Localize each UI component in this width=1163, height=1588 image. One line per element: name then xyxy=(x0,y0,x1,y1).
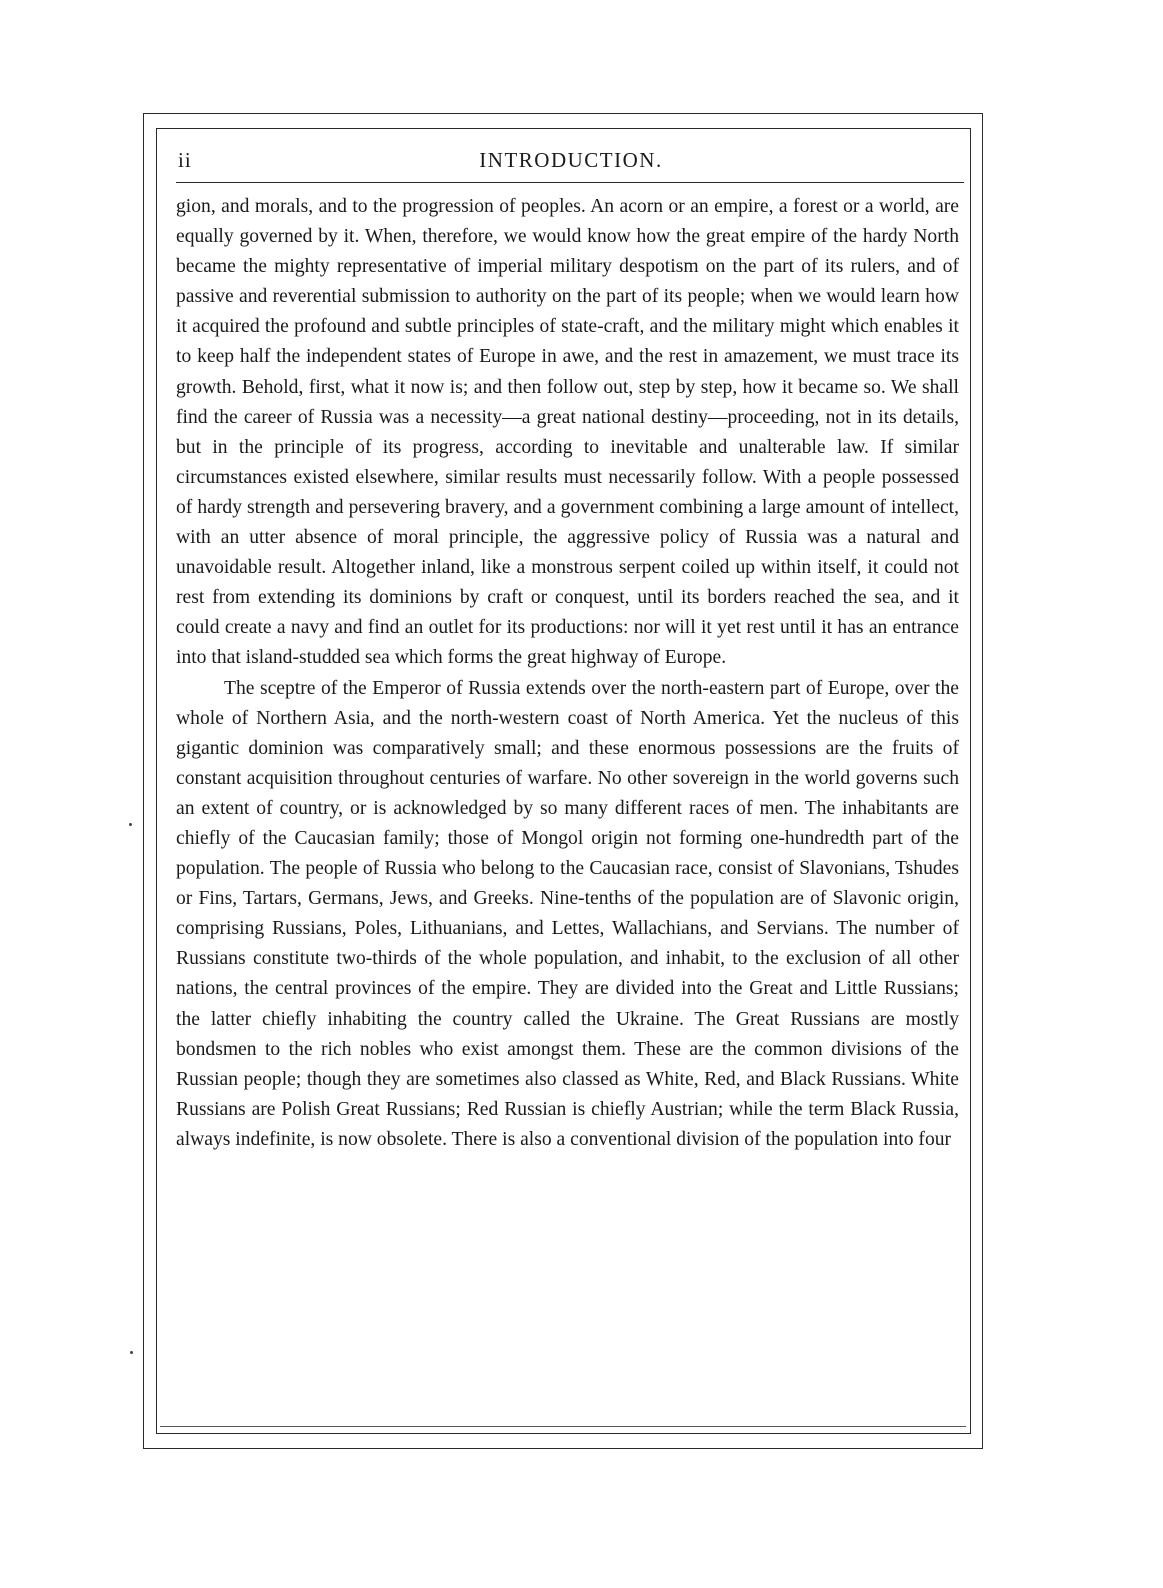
page-header xyxy=(178,146,964,180)
paragraph-continuation: gion, and morals, and to the progression of peoples. An acorn or an empire, a forest or a world, are equally governed by it. When, therefore, we would know how the great empire of the hardy North became the mighty representative of imperial military despotism on the part of its rulers, and of passive and reverential submission to authority on the part of its people; when we would learn how it acquired the profound and subtle principles of state-craft, and the military might which enables it to keep half the independent states of Europe in awe, and the rest in amazement, we must trace its growth. Behold, first, what it now is; and then follow out, step by step, how it became so. We shall find the career of Russia was a necessity—a great national destiny—proceeding, not in its details, but in the principle of its progress, according to inevitable and unalterable law. If similar circumstances existed elsewhere, similar results must necessarily follow. With a people possessed of hardy strength and persevering bravery, and a government combining a large amount of intellect, with an utter absence of moral principle, the aggressive policy of Russia was a natural and unavoidable result. Altogether inland, like a monstrous serpent coiled up within itself, it could not rest from extending its dominions by craft or conquest, until its borders reached the sea, and it could create a navy and find an outlet for its productions: nor will it yet rest until it has an entrance into that island-studded sea which forms the great highway of Europe. xyxy=(176,196,959,669)
page-number: ii xyxy=(178,148,192,172)
running-head-title: INTRODUCTION. xyxy=(479,148,663,172)
header-rule xyxy=(176,182,964,183)
body-text xyxy=(176,192,959,1155)
margin-speck xyxy=(130,1351,133,1354)
margin-speck xyxy=(129,823,132,826)
footer-rule xyxy=(160,1426,966,1427)
paragraph-sceptre: The sceptre of the Emperor of Russia extends over the north-eastern part of Europe, over the whole of Northern Asia, and the north-western coast of North America. Yet the nucleus of this gigantic dominion was comparatively small; and these enormous possessions are the fruits of constant acquisition throughout centuries of warfare. No other sovereign in the world governs such an extent of country, or is acknowledged by so many different races of men. The inhabitants are chiefly of the Caucasian family; those of Mongol origin not forming one-hundredth part of the population. The people of Russia who belong to the Caucasian race, consist of Slavonians, Tshudes or Fins, Tartars, Germans, Jews, and Greeks. Nine-tenths of the population are of Slavonic origin, comprising Russians, Poles, Lithuanians, and Lettes, Wallachians, and Servians. The number of Russians constitute two-thirds of the whole population, and inhabit, to the exclusion of all other nations, the central provinces of the empire. They are divided into the Great and Little Russians; the latter chiefly inhabiting the country called the Ukraine. The Great Russians are mostly bondsmen to the rich nobles who exist amongst them. These are the common divisions of the Russian people; though they are sometimes also classed as White, Red, and Black Russians. White Russians are Polish Great Russians; Red Russian is chiefly Austrian; while the term Black Russia, always indefinite, is now obsolete. There is also a conventional division of the population into four xyxy=(176,677,959,1150)
